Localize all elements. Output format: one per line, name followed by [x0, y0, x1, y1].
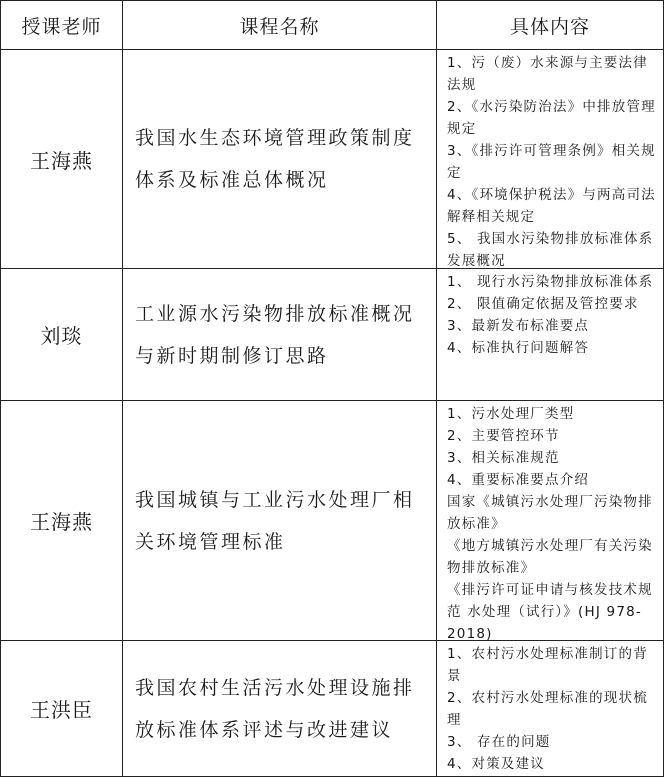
list-item: 3、最新发布标准要点	[447, 318, 590, 334]
list-item: 3、《排污许可管理条例》相关规定	[447, 143, 656, 181]
list-item: 2、农村污水处理标准的现状梳理	[447, 690, 648, 728]
list-item: 1、 现行水污染物排放标准体系	[447, 274, 654, 290]
row-4-course	[123, 641, 437, 777]
list-item: 4、《环境保护税法》与两高司法解释相关规定	[447, 187, 656, 225]
row-3-teacher: 王海燕	[0, 401, 123, 641]
list-item: 1、污水处理厂类型	[447, 406, 575, 422]
row-4-teacher: 王洪臣	[0, 641, 123, 777]
list-item: 4、对策及建议	[447, 756, 545, 772]
row-2-course-text: 工业源水污染物排放标准概况与新时期制修订思路	[135, 302, 415, 367]
header-details: 具体内容	[437, 0, 664, 50]
list-item: 3、 存在的问题	[447, 734, 551, 750]
list-item: 1、农村污水处理标准制订的背景	[447, 646, 648, 684]
row-2-teacher: 刘琰	[0, 269, 123, 401]
list-item: 1、污（废）水来源与主要法律法规	[447, 55, 648, 93]
list-item: 国家《城镇污水处理厂污染物排放标准》	[447, 494, 653, 532]
list-item: 4、标准执行问题解答	[447, 340, 590, 356]
header-teacher: 授课老师	[0, 0, 123, 50]
row-4-course-text: 我国农村生活污水处理设施排放标准体系评述与改进建议	[135, 676, 415, 741]
row-1-details	[437, 50, 664, 269]
row-1-teacher: 王海燕	[0, 50, 123, 269]
row-1-course-text: 我国水生态环境管理政策制度体系及标准总体概况	[135, 127, 415, 191]
list-item: 3、相关标准规范	[447, 450, 560, 466]
row-3-details	[437, 401, 664, 641]
list-item: 4、重要标准要点介绍	[447, 472, 590, 488]
list-item: 《排污许可证申请与核发技术规范 水处理（试行）》(HJ 978-2018)	[447, 582, 653, 641]
header-course: 课程名称	[123, 0, 437, 50]
list-item: 2、主要管控环节	[447, 428, 560, 444]
row-1-course	[123, 50, 437, 269]
row-2-details	[437, 269, 664, 401]
row-3-course-text: 我国城镇与工业污水处理厂相关环境管理标准	[135, 488, 415, 553]
row-4-details	[437, 641, 664, 777]
row-2-course	[123, 269, 437, 401]
list-item: 2、 限值确定依据及管控要求	[447, 296, 639, 312]
list-item: 《地方城镇污水处理厂有关污染物排放标准》	[447, 538, 653, 576]
list-item: 5、 我国水污染物排放标准体系发展概况	[447, 231, 654, 269]
list-item: 2、《水污染防治法》中排放管理规定	[447, 99, 656, 137]
row-3-course	[123, 401, 437, 641]
